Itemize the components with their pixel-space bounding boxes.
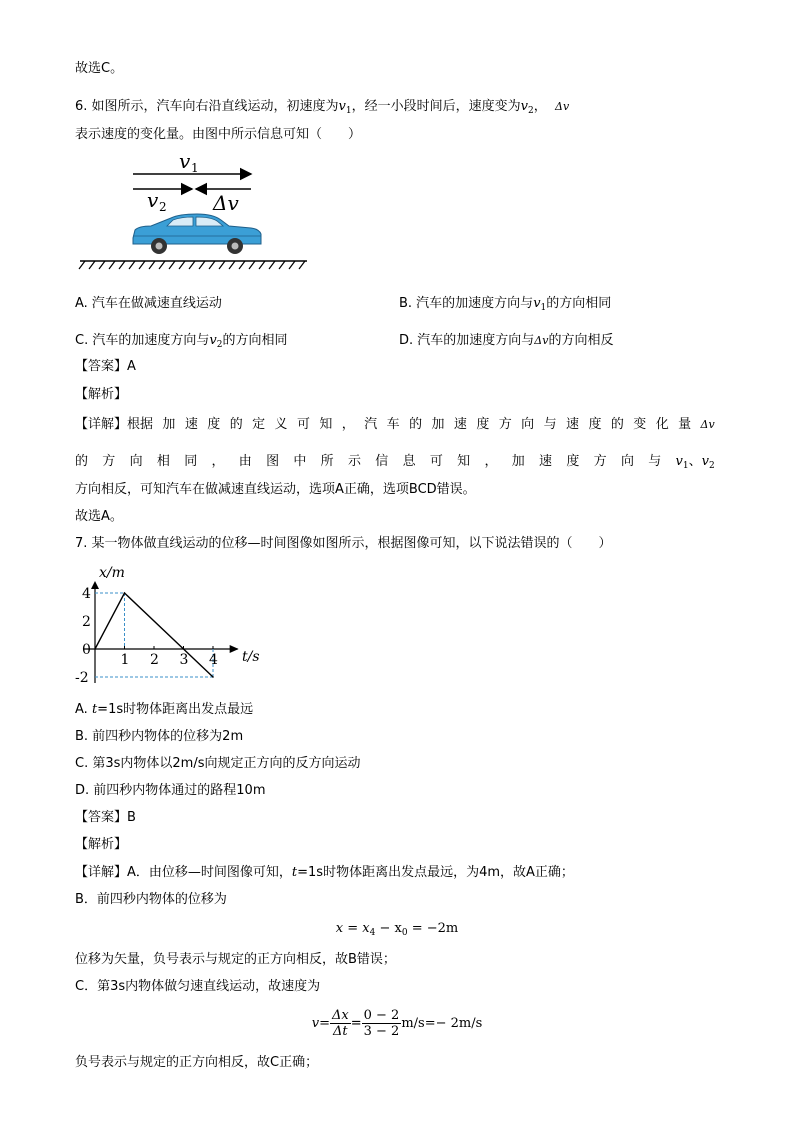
data-point-1 <box>124 592 126 594</box>
y-tick-label-2: 2 <box>82 614 91 630</box>
text: 的方向相同 <box>546 296 612 311</box>
v2-subscript: 2 <box>159 200 167 214</box>
equation-velocity: v= $\frac{\Delta x}{\Delta t}$ = $\frac{0 - 2}{3 - 2}$ m/s=− 2m/s <box>311 1008 483 1039</box>
y-tick-label-4: 4 <box>82 586 91 602</box>
detail-7-c: C．第3s内物体做匀速直线运动，故速度为 <box>75 979 321 994</box>
v2-label: v <box>147 188 159 212</box>
equation-displacement: $x = x_4 - x_0 = -2m$ <box>335 921 459 938</box>
text: C. 汽车的加速度方向与 <box>75 333 210 348</box>
x-tick-label-2: 2 <box>150 652 159 668</box>
text: 的方向相反 <box>548 333 614 348</box>
detail-7-b2: 位移为矢量，负号表示与规定的正方向相反，故B错误； <box>75 952 396 967</box>
option-d <box>399 332 613 350</box>
option-b <box>399 295 611 317</box>
dv-symbol: Δv <box>555 100 570 113</box>
car-icon <box>133 214 261 254</box>
dv-label: Δv <box>213 191 239 215</box>
car-velocity-figure <box>75 148 315 273</box>
x-tick-label-1: 1 <box>120 652 130 668</box>
text: 【详解】根据 <box>75 417 154 432</box>
v1-symbol: $v_1$ <box>338 99 352 116</box>
ground <box>79 261 307 269</box>
data-point-2 <box>212 676 214 678</box>
v1-subscript: 1 <box>191 161 199 175</box>
t-symbol: t <box>91 702 98 717</box>
detail-7-a: 【详解】A．由位移—时间图像可知，t=1s时物体距离出发点最远，为4m，故A正确； <box>75 865 574 880</box>
detail-7-c2: 负号表示与规定的正方向相反，故C正确； <box>75 1055 319 1070</box>
y-tick-label--2: -2 <box>75 670 89 686</box>
x-tick-label-4: 4 <box>209 652 218 668</box>
text: ， <box>533 99 547 114</box>
q7-option-b: B. 前四秒内物体的位移为2m <box>75 729 244 744</box>
q7-option-a: A. t=1s时物体距离出发点最远 <box>75 702 254 717</box>
data-point-0 <box>94 648 96 650</box>
question-7-stem: 7. 某一物体做直线运动的位移—时间图像如图所示，根据图像可知，以下说法错误的（ ） <box>75 536 612 551</box>
x-axis-arrow <box>230 645 239 653</box>
dv-symbol: Δv <box>700 418 715 431</box>
q7-option-d: D. 前四秒内物体通过的路程10m <box>75 783 266 798</box>
v1-symbol: $v_1$ <box>533 296 547 313</box>
v1-label: v <box>179 149 191 173</box>
v1-v2-symbols: $v_1$、$v_2$ <box>675 454 715 471</box>
text-line: 故选A。 <box>75 509 123 524</box>
q7-option-c: C. 第3s内物体以2m/s向规定正方向的反方向运动 <box>75 756 361 771</box>
text: 6. 如图所示，汽车向右沿直线运动，初速度为 <box>75 99 339 114</box>
question-6-stem <box>75 98 569 120</box>
question-6-stem-2: 表示速度的变化量。由图中所示信息可知（ ） <box>75 127 362 142</box>
chart-ylabel: x/m <box>99 565 125 581</box>
option-c <box>75 332 287 354</box>
text-line: 故选C。 <box>75 61 124 76</box>
v2-symbol: $v_2$ <box>209 333 223 350</box>
detail-6-line-2: 的 方 向 相 同 ， 由 图 中 所 示 信 息 可 知 ， 加 速 度 方 向 与 $v_1$、$v_2$ <box>75 453 715 475</box>
option-a: A. 汽车在做减速直线运动 <box>75 296 222 311</box>
answer-label: 【答案】B <box>75 810 136 825</box>
detail-7-b: B．前四秒内物体的位移为 <box>75 892 227 907</box>
analysis-label: 【解析】 <box>75 387 128 402</box>
text: D. 汽车的加速度方向与 <box>399 333 535 348</box>
t-symbol: t <box>291 865 298 880</box>
text: 的方向相同 <box>222 333 288 348</box>
text: ，经一小段时间后，速度变为 <box>351 99 521 114</box>
y-axis-arrow <box>91 581 99 589</box>
analysis-label: 【解析】 <box>75 837 128 852</box>
v2-symbol: $v_2$ <box>520 99 534 116</box>
dv-symbol: Δv <box>534 334 549 347</box>
detail-6-line-3: 方向相反，可知汽车在做减速直线运动，选项A正确，选项BCD错误。 <box>75 482 476 497</box>
y-tick-label-0: 0 <box>82 642 91 658</box>
detail-6-line-1: 【详解】根据 加 速 度 的 定 义 可 知 ， 汽 车 的 加 速 度 方 向 与 速 度 的 变 化 量 Δv <box>75 417 715 432</box>
xt-chart <box>75 560 275 690</box>
text: B. 汽车的加速度方向与 <box>399 296 534 311</box>
answer-label: 【答案】A <box>75 359 136 374</box>
x-tick-label-3: 3 <box>179 652 189 668</box>
chart-xlabel: t/s <box>242 649 260 665</box>
